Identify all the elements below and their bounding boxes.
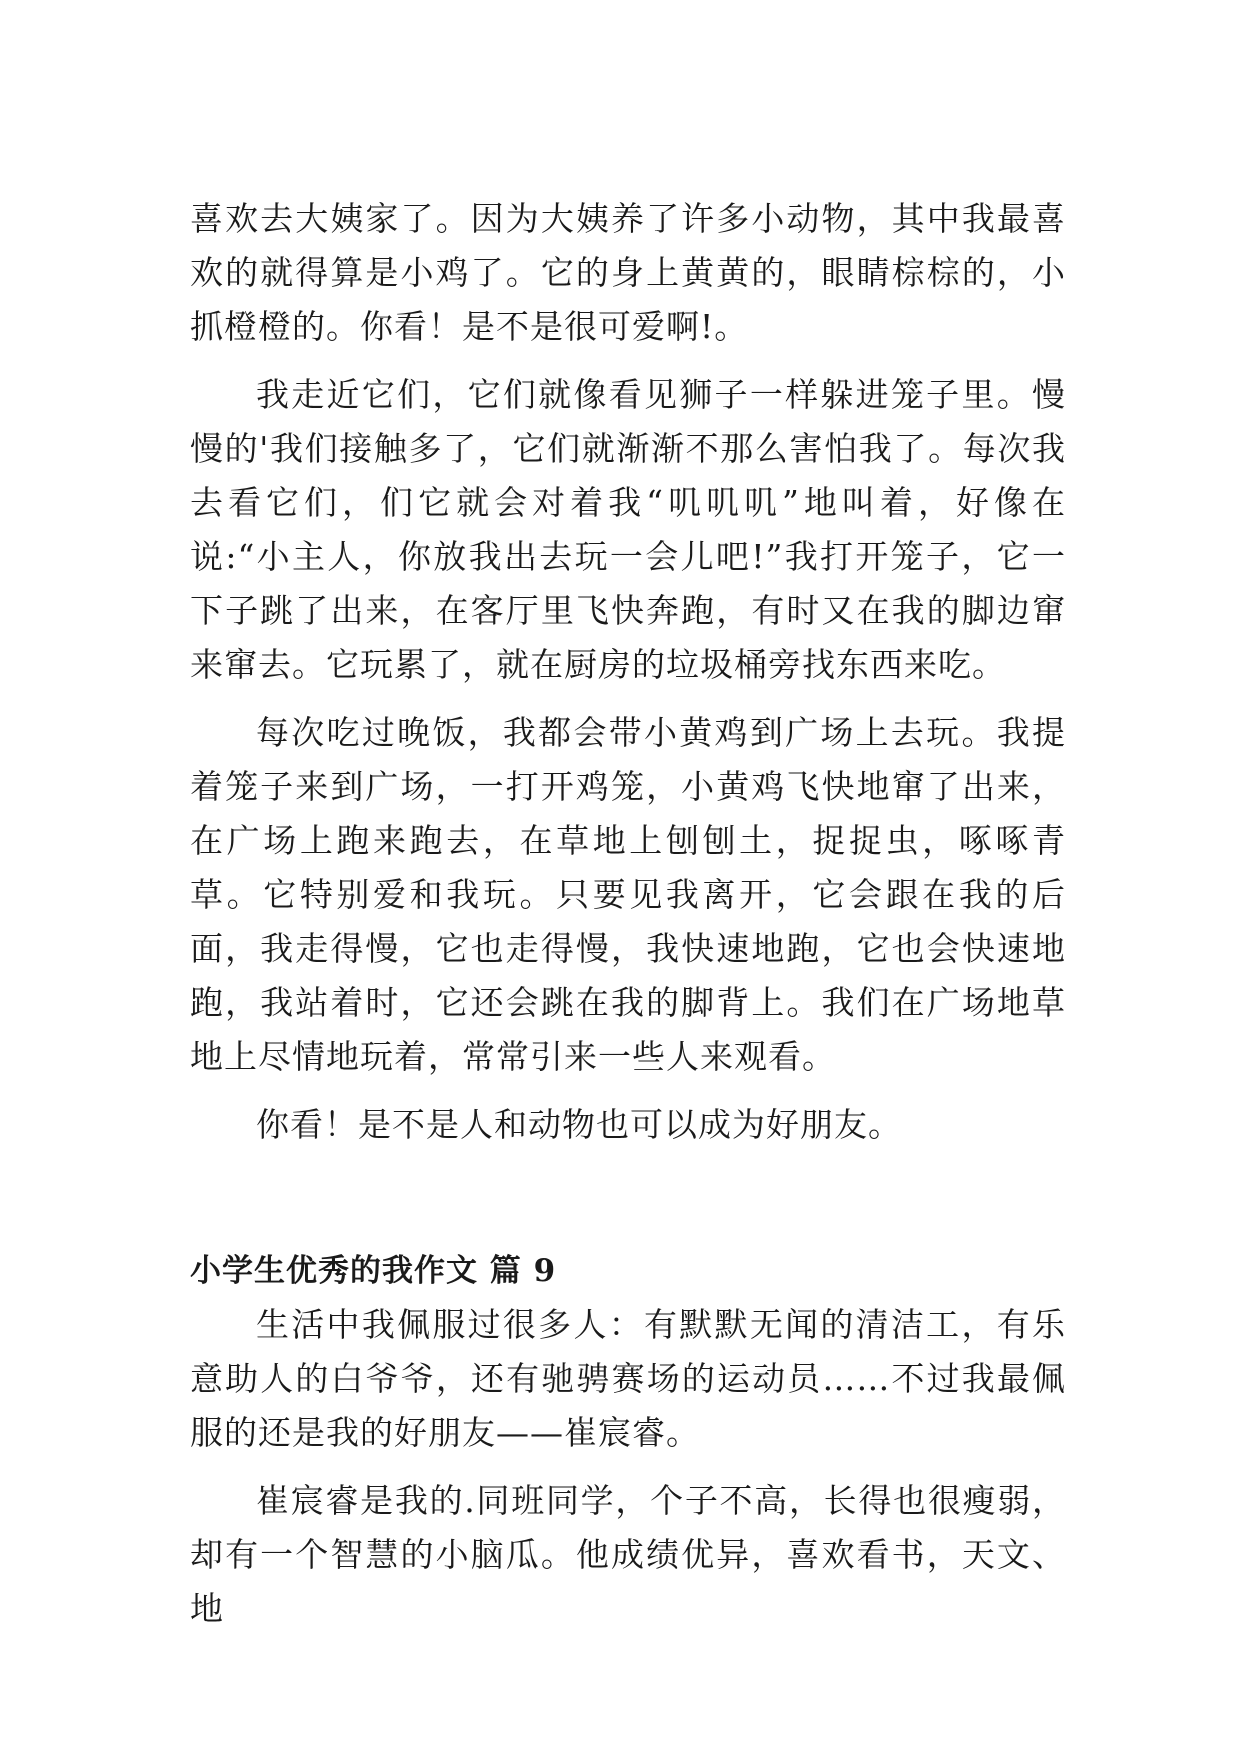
paragraph-spacer xyxy=(190,354,1066,368)
paragraph-classmate: 崔宸睿是我的.同班同学，个子不高，长得也很瘦弱，却有一个智慧的小脑瓜。他成绩优异，喜欢看书，天文、地 xyxy=(190,1481,1066,1628)
paragraph-spacer xyxy=(190,1084,1066,1098)
section-spacer xyxy=(190,1152,1066,1244)
paragraph-square-play: 每次吃过晚饭，我都会带小黄鸡到广场上去玩。我提着笼子来到广场，一打开鸡笼，小黄鸡飞快地窜了出来，在广场上跑来跑去，在草地上刨刨土，捉捉虫，啄啄青草。它特别爱和我玩。只要见我离开，它会跟在我的后面，我走得慢，它也走得慢，我快速地跑，它也会快速地跑，我站着时，它还会跳在我的脚背上。我们在广场地草地上尽情地玩着，常常引来一些人来观看。 xyxy=(190,713,1066,1076)
paragraph-conclusion: 你看！是不是人和动物也可以成为好朋友。 xyxy=(256,1105,902,1144)
paragraph-spacer xyxy=(190,1460,1066,1474)
paragraph-pets-intro: 喜欢去大姨家了。因为大姨养了许多小动物，其中我最喜欢的就得算是小鸡了。它的身上黄黄的，眼睛棕棕的，小抓橙橙的。你看！是不是很可爱啊!。 xyxy=(190,199,1066,346)
article-body xyxy=(190,192,1066,1636)
paragraph-admire-intro: 生活中我佩服过很多人：有默默无闻的清洁工，有乐意助人的白爷爷，还有驰骋赛场的运动员……不过我最佩服的还是我的好朋友——崔宸睿。 xyxy=(190,1305,1066,1452)
paragraph-spacer xyxy=(190,692,1066,706)
section-heading: 小学生优秀的我作文 篇 9 xyxy=(190,1253,557,1289)
paragraph-chicks-cage: 我走近它们，它们就像看见狮子一样躲进笼子里。慢慢的'我们接触多了，它们就渐渐不那么害怕我了。每次我去看它们，们它就会对着我“叽叽叽”地叫着，好像在说:“小主人，你放我出去玩一会儿吧!”我打开笼子，它一下子跳了出来，在客厅里飞快奔跑，有时又在我的脚边窜来窜去。它玩累了，就在厨房的垃圾桶旁找东西来吃。 xyxy=(190,375,1066,684)
